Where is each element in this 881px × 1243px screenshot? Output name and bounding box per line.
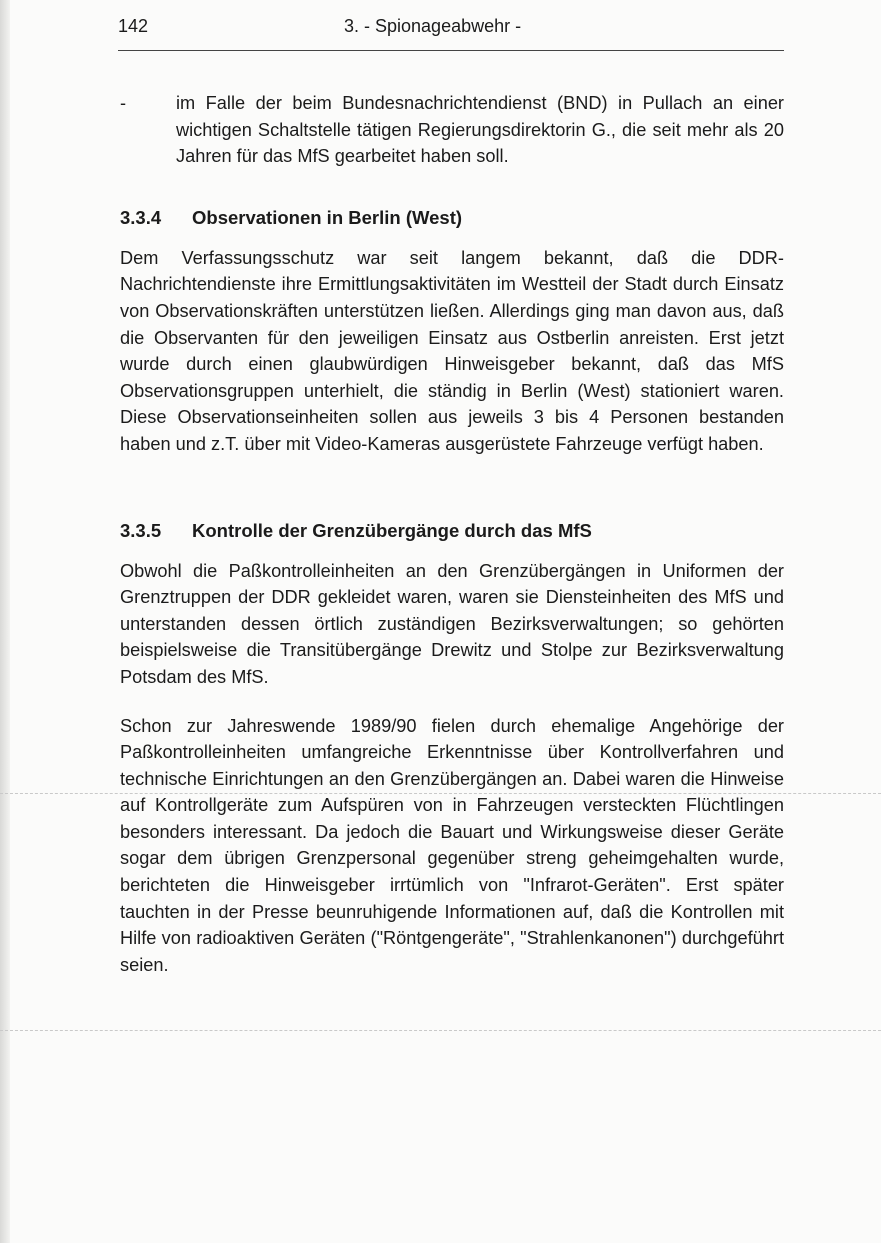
paragraph: Dem Verfassungsschutz war seit langem bekannt, daß die DDR-Nachrichtendienste ihre Ermittlungsaktivitäten im Westteil der Stadt durch Einsatz von Observationskräften unterstützen ließen. Allerdings ging man davon aus, daß die Observanten für den jeweiligen Einsatz aus Ostberlin anreisten. Erst jetzt wurde durch einen glaubwürdigen Hinweisgeber bekannt, daß das MfS Observationsgruppen unterhielt, die ständig in Berlin (West) stationiert waren. Diese Observationseinheiten sollen aus jeweils 3 bis 4 Personen bestanden haben und z.T. über mit Video-Kameras ausgerüstete Fahrzeuge verfügt haben.: [120, 247, 784, 454]
section-heading: [120, 205, 784, 231]
page-header: [118, 12, 784, 44]
running-title: 3. - Spionageabwehr -: [344, 16, 522, 36]
bullet-dash: -: [120, 93, 127, 113]
paragraph: Obwohl die Paßkontrolleinheiten an den Grenzübergängen in Uniformen der Grenztruppen der DDR gekleidet waren, waren sie Diensteinheiten des MfS und unterstanden dessen örtlich zuständigen Bezirksverwaltungen; so gehörten beispielsweise die Transitübergänge Drewitz und Stolpe zur Bezirksverwaltung Potsdam des MfS.: [120, 560, 784, 687]
bullet-item: [120, 90, 784, 170]
paragraph: Schon zur Jahreswende 1989/90 fielen durch ehemalige Angehörige der Paßkontrolleinheiten umfangreiche Erkenntnisse über Kontrollverfahren und technische Einrichtungen an den Grenzübergängen an. Dabei waren die Hinweise auf Kontrollgeräte zum Aufspüren von in Fahrzeugen versteckten Flüchtlingen besonders interessant. Da jedoch die Bauart und Wirkungsweise dieser Geräte sogar dem übrigen Grenzpersonal gegenüber streng geheimgehalten wurde, berichteten die Hinweisgeber irrtümlich von "Infrarot-Geräten". Erst später tauchten in der Presse beunruhigende Informationen auf, daß die Kontrollen mit Hilfe von radioaktiven Geräten ("Röntgengeräte", "Strahlenkanonen") durchgeführt seien.: [120, 715, 784, 975]
section-title: Kontrolle der Grenzübergänge durch das MfS: [192, 519, 592, 541]
scan-artifact-line: [0, 1030, 881, 1031]
section-number: 3.3.5: [120, 519, 162, 541]
page-body: [120, 90, 784, 978]
header-rule: [118, 50, 784, 51]
bullet-text: im Falle der beim Bundesnachrichtendienst (BND) in Pullach an einer wichtigen Schaltstelle tätigen Regierungsdirektorin G., die seit mehr als 20 Jahren für das MfS gearbeitet haben soll.: [176, 93, 784, 167]
section-number: 3.3.4: [120, 206, 162, 228]
section-title: Observationen in Berlin (West): [192, 206, 463, 228]
section-heading: [120, 518, 784, 544]
page-number: 142: [118, 16, 149, 36]
page-edge-shadow: [0, 0, 10, 1243]
